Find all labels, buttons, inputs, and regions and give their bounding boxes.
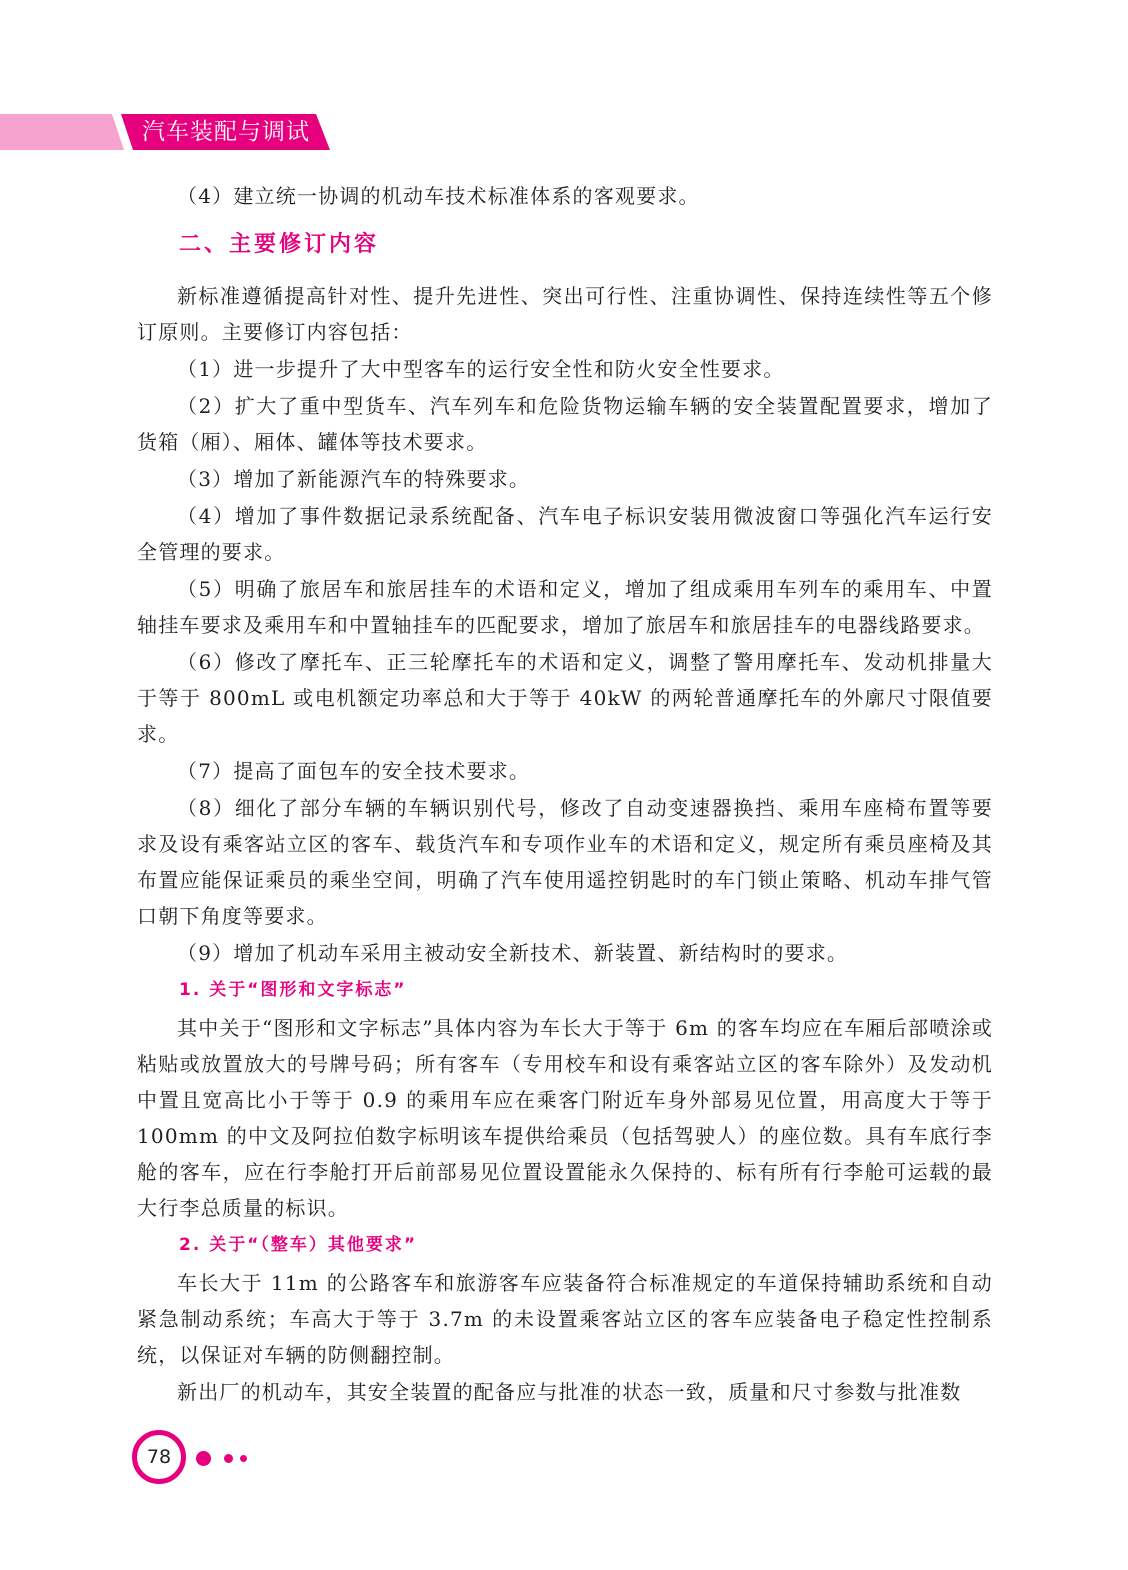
- list-item: （4）增加了事件数据记录系统配备、汽车电子标识安装用微波窗口等强化汽车运行安全管理的要求。: [137, 504, 993, 564]
- list-item: （3）增加了新能源汽车的特殊要求。: [177, 467, 531, 491]
- list-item: （8）细化了部分车辆的车辆识别代号，修改了自动变速器换挡、乘用车座椅布置等要求及设有乘客站立区的客车、载货汽车和专项作业车的术语和定义，规定所有乘员座椅及其布置应能保证乘员的乘坐空间，明确了汽车使用遥控钥匙时的车门锁止策略、机动车排气管口朝下角度等要求。: [137, 796, 993, 928]
- paragraph: （4）建立统一协调的机动车技术标准体系的客观要求。: [177, 184, 700, 208]
- decor-dot-large: [196, 1451, 211, 1466]
- list-item: （6）修改了摩托车、正三轮摩托车的术语和定义，调整了警用摩托车、发动机排量大于等于 800mL 或电机额定功率总和大于等于 40kW 的两轮普通摩托车的外廓尺寸限值要求。: [137, 650, 993, 746]
- paragraph: 其中关于“图形和文字标志”具体内容为车长大于等于 6m 的客车均应在车厢后部喷涂或粘贴或放置放大的号牌号码；所有客车（专用校车和设有乘客站立区的客车除外）及发动机中置且宽高比小于等于 0.9 的乘用车应在乘客门附近车身外部易见位置，用高度大于等于 100mm 的中文及阿拉伯数字标明该车提供给乘员（包括驾驶人）的座位数。具有车底行李舱的客车，应在行李舱打开后前部易见位置设置能永久保持的、标有所有行李舱可运载的最大行李总质量的标识。: [137, 1016, 993, 1220]
- section-heading: 二、主要修订内容: [179, 232, 380, 257]
- list-item: （9）增加了机动车采用主被动安全新技术、新装置、新结构时的要求。: [177, 941, 849, 965]
- list-item: （1）进一步提升了大中型客车的运行安全性和防火安全性要求。: [177, 357, 785, 381]
- book-title: 汽车装配与调试: [142, 119, 310, 145]
- paragraph: 新标准遵循提高针对性、提升先进性、突出可行性、注重协调性、保持连续性等五个修订原则。主要修订内容包括：: [137, 284, 993, 344]
- subsection-heading: 2. 关于“（整车）其他要求”: [179, 1235, 418, 1255]
- subsection-heading: 1. 关于“图形和文字标志”: [179, 980, 407, 1000]
- list-item: （2）扩大了重中型货车、汽车列车和危险货物运输车辆的安全装置配置要求，增加了货箱（厢）、厢体、罐体等技术要求。: [137, 394, 993, 454]
- paragraph: 车长大于 11m 的公路客车和旅游客车应装备符合标准规定的车道保持辅助系统和自动紧急制动系统；车高大于等于 3.7m 的未设置乘客站立区的客车应装备电子稳定性控制系统，以保证对车辆的防侧翻控制。: [137, 1271, 993, 1367]
- page-number: 78: [146, 1446, 172, 1468]
- list-item: （5）明确了旅居车和旅居挂车的术语和定义，增加了组成乘用车列车的乘用车、中置轴挂车要求及乘用车和中置轴挂车的匹配要求，增加了旅居车和旅居挂车的电器线路要求。: [137, 577, 993, 637]
- page-number-badge: [132, 1430, 186, 1484]
- paragraph: 新出厂的机动车，其安全装置的配备应与批准的状态一致，质量和尺寸参数与批准数: [177, 1380, 962, 1404]
- page-content: [137, 178, 993, 1411]
- decor-dot-small: [240, 1455, 247, 1462]
- list-item: （7）提高了面包车的安全技术要求。: [177, 759, 531, 783]
- decor-dot-medium: [224, 1454, 233, 1463]
